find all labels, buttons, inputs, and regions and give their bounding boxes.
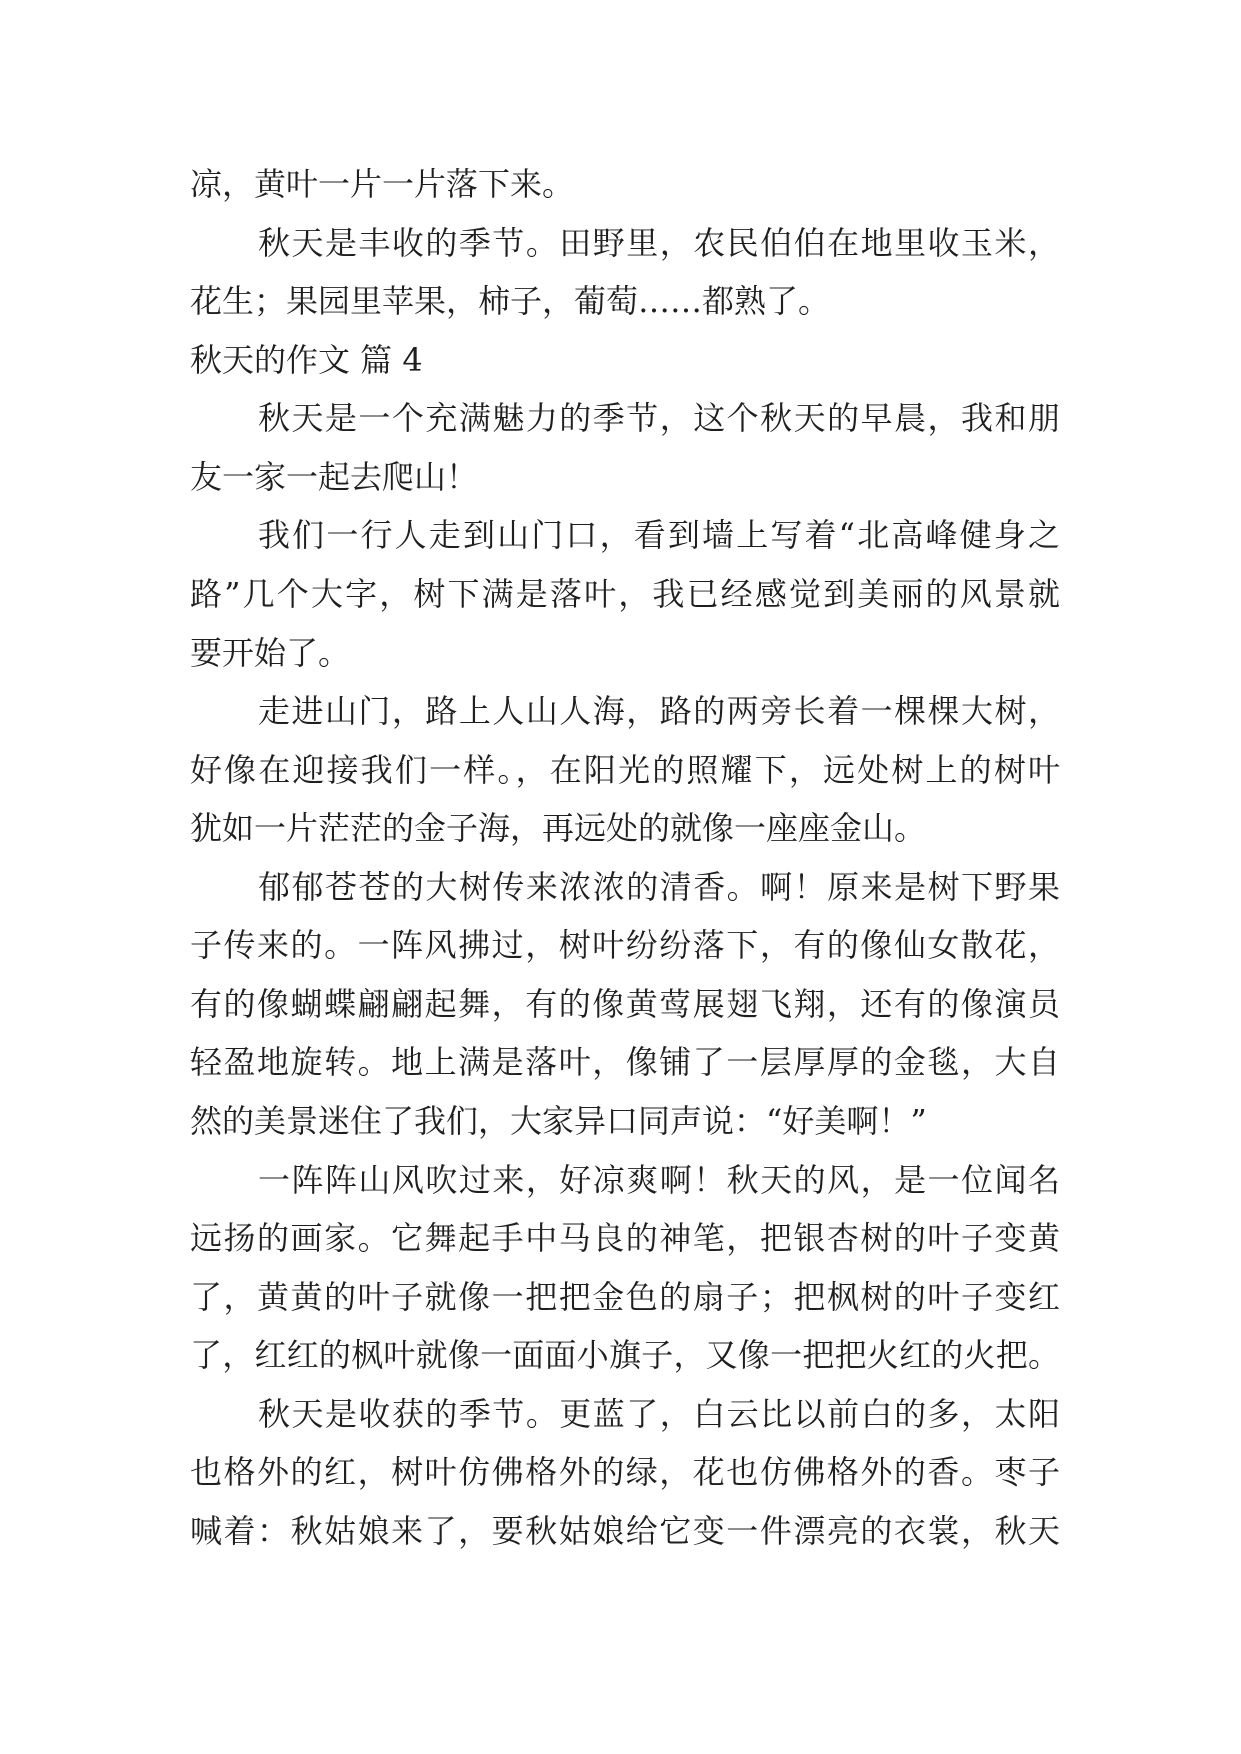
paragraph — [190, 858, 1060, 1151]
text-line: 友一家一起去爬山！ — [190, 457, 479, 496]
text-line: 然的美景迷住了我们，大家异口同声说：“好美啊！” — [190, 1102, 927, 1140]
document-body — [190, 155, 1060, 1561]
text-line: 喊着：秋姑娘来了，要秋姑娘给它变一件漂亮的衣裳，秋天 — [190, 1511, 1060, 1550]
text-line: 花生；果园里苹果，柿子，葡萄……都熟了。 — [190, 282, 831, 321]
text-line: 要开始了。 — [190, 633, 351, 672]
text-line: 走进山门，路上人山人海，路的两旁长着一棵棵大树， — [258, 692, 1060, 731]
text-line: 郁郁苍苍的大树传来浓浓的清香。啊！原来是树下野果 — [258, 867, 1060, 906]
text-line: 犹如一片茫茫的金子海，再远处的就像一座座金山。 — [190, 809, 927, 848]
text-line: 凉，黄叶一片一片落下来。 — [190, 165, 575, 203]
text-line: 秋天是收获的季节。更蓝了，白云比以前白的多，太阳 — [258, 1394, 1060, 1433]
paragraph — [190, 389, 1060, 506]
text-line: 有的像蝴蝶翩翩起舞，有的像黄莺展翅飞翔，还有的像演员 — [190, 984, 1060, 1023]
text-line: 也格外的红，树叶仿佛格外的绿，花也仿佛格外的香。枣子 — [190, 1453, 1060, 1492]
text-line: 我们一行人走到山门口，看到墙上写着“北高峰健身之 — [258, 516, 1060, 555]
paragraph — [190, 506, 1060, 682]
paragraph — [190, 1151, 1060, 1385]
paragraph — [190, 1385, 1060, 1561]
text-line: 秋天是一个充满魅力的季节，这个秋天的早晨，我和朋 — [258, 399, 1060, 438]
section-title: 秋天的作文 篇 4 — [190, 340, 423, 379]
text-line: 秋天是丰收的季节。田野里，农民伯伯在地里收玉米， — [258, 223, 1060, 262]
text-line: 轻盈地旋转。地上满是落叶，像铺了一层厚厚的金毯，大自 — [190, 1043, 1060, 1082]
text-line: 路”几个大字，树下满是落叶，我已经感觉到美丽的风景就 — [190, 574, 1060, 613]
text-line: 子传来的。一阵风拂过，树叶纷纷落下，有的像仙女散花， — [190, 926, 1060, 965]
text-line: 远扬的画家。它舞起手中马良的神笔，把银杏树的叶子变黄 — [190, 1219, 1060, 1258]
paragraph — [190, 155, 1060, 214]
text-line: 好像在迎接我们一样。，在阳光的照耀下，远处树上的树叶 — [190, 750, 1060, 789]
text-line: 了，黄黄的叶子就像一把把金色的扇子；把枫树的叶子变红 — [190, 1277, 1060, 1316]
text-line: 一阵阵山风吹过来，好凉爽啊！秋天的风，是一位闻名 — [258, 1160, 1060, 1199]
text-line: 了，红红的枫叶就像一面面小旗子，又像一把把火红的火把。 — [190, 1336, 1060, 1375]
paragraph — [190, 682, 1060, 858]
paragraph — [190, 214, 1060, 331]
